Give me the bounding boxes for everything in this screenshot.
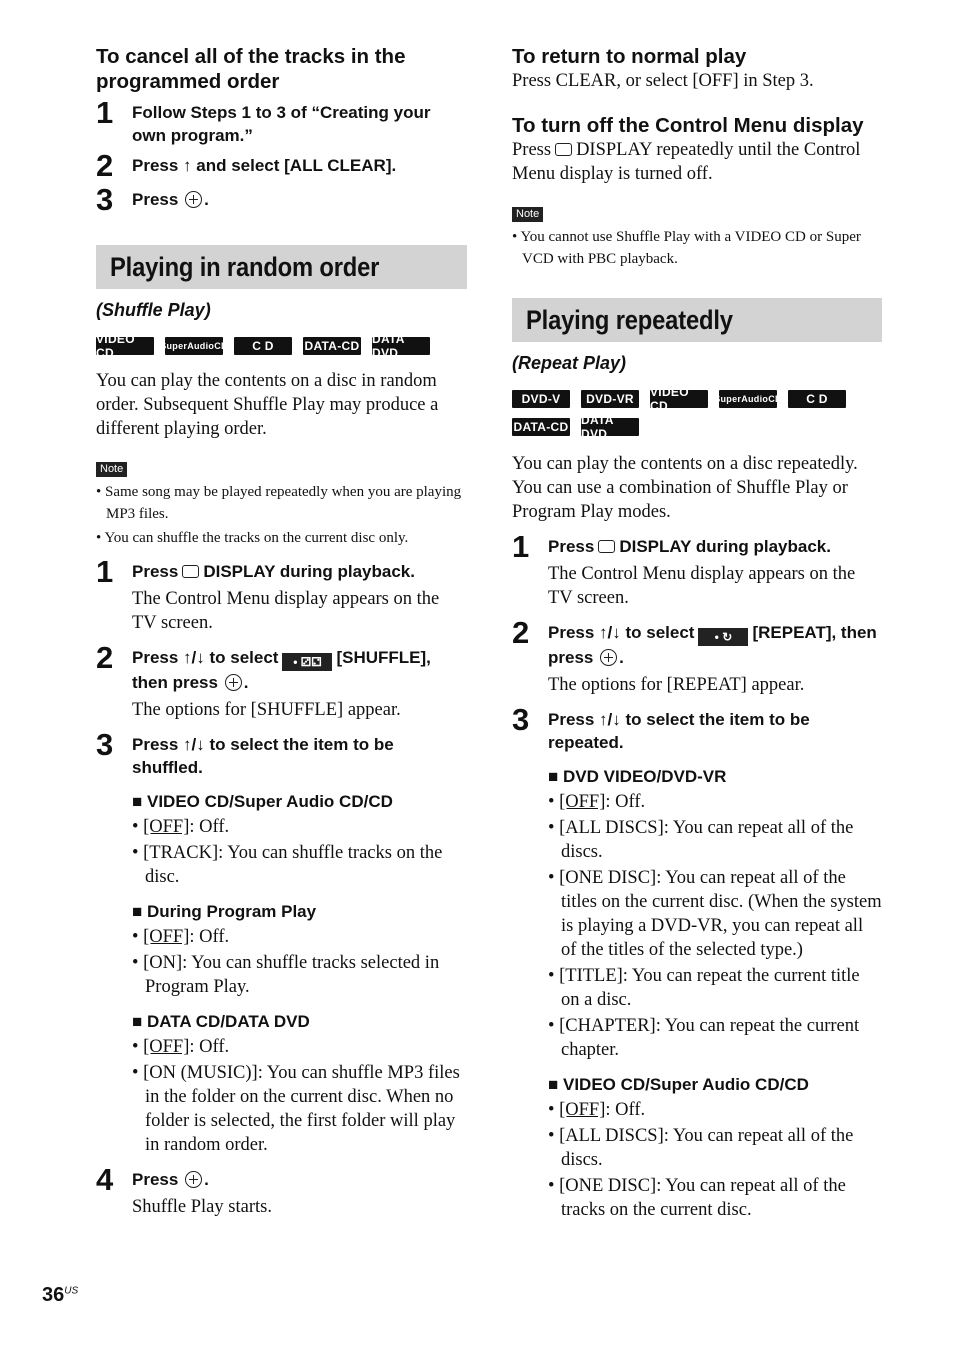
step-number: 2 [512,615,530,650]
shuffle-banner-title: Playing in random order [110,251,380,282]
step-title-part: Press [132,562,179,581]
disc-badge: DATA-CD [304,339,360,353]
normal-play-text: Press CLEAR, or select [OFF] in Step 3. [512,71,814,91]
text-part: Press [512,140,552,160]
step-text: The options for [SHUFFLE] appear. [132,700,401,720]
step-text: The Control Menu display appears on the TV screen. [132,589,440,633]
shuffle-banner [96,245,467,289]
step-title-part: [REPEAT], then press [548,623,877,667]
step-number: 1 [512,529,530,564]
step-number: 1 [96,554,114,589]
note-label: Note [96,462,127,477]
repeat-disc-badges [512,385,882,441]
step-title-part: Press [132,1170,179,1189]
turn-off-heading: To turn off the Control Menu display [512,114,864,137]
step-title-part: DISPLAY during playback. [619,537,831,556]
left-column [96,44,467,1219]
option-item: • [OFF]: Off. [132,1037,230,1057]
shuffle-note [96,459,467,549]
option-item: • [ON]: You can shuffle tracks selected in Program Play. [132,953,440,997]
enter-button-icon [185,191,202,208]
disc-badge: DVD-VR [581,390,639,408]
note-item: • You cannot use Shuffle Play with a VIDEO CD or Super VCD with PBC playback. [512,229,861,267]
step-title [548,532,882,558]
shuffle-intro: You can play the contents on a disc in random order. Subsequent Shuffle Play may produce a different playing order. [96,371,439,439]
disc-badge: DVD-V [512,390,570,408]
option-item: • [TRACK]: You can shuffle tracks on the disc. [132,843,443,887]
step-title: Press . [132,190,209,209]
repeat-banner [512,298,882,342]
page-region-suffix: US [64,1285,79,1297]
step-text: Shuffle Play starts. [132,1197,272,1217]
step-number: 2 [96,640,114,675]
repeat-intro: You can play the contents on a disc repeatedly. You can use a combination of Shuffle Play or Program Play modes. [512,454,858,522]
option-item: • [CHAPTER]: You can repeat the current chapter. [548,1016,860,1060]
repeat-step-3 [512,702,882,1222]
option-desc: : Off. [189,927,230,947]
cancel-step-1 [96,95,467,147]
display-button-icon [555,143,572,156]
page-number-value: 36 [42,1284,65,1306]
option-group-heading: ■ VIDEO CD/Super Audio CD/CD [548,1075,809,1094]
option-group-heading: ■ VIDEO CD/Super Audio CD/CD [132,792,393,811]
shuffle-step-1 [96,554,467,635]
repeat-note [512,204,882,270]
option-default: [OFF] [559,1100,606,1120]
normal-play-heading: To return to normal play [512,45,747,68]
cancel-heading: To cancel all of the tracks in the programmed order [96,45,406,93]
display-button-icon [598,540,615,553]
option-desc: : Off. [605,792,646,812]
option-item: • [ONE DISC]: You can repeat all of the tracks on the current disc. [548,1176,846,1220]
note-label: Note [512,207,543,222]
step-text: The options for [REPEAT] appear. [548,675,805,695]
option-group-heading: ■ During Program Play [132,902,317,921]
option-item: • [OFF]: Off. [548,1100,646,1120]
cancel-step-2 [96,148,467,183]
shuffle-subtitle: (Shuffle Play) [96,300,211,320]
shuffle-menu-icon: • ⚂⚁ [282,653,332,671]
repeat-banner-title: Playing repeatedly [526,304,733,335]
right-column [512,44,882,1222]
text-part: DISPLAY repeatedly until the Control Menu display is turned off. [512,140,861,184]
repeat-step-1 [512,529,882,610]
option-item: • [ALL DISCS]: You can repeat all of the discs. [548,1126,854,1170]
shuffle-step-2 [96,640,467,722]
disc-badge: VIDEO CD [650,390,708,408]
disc-badge: DATA DVD [581,418,639,436]
enter-button-icon [600,649,617,666]
step-title: Press ↑/↓ to select the item to be repeated. [548,710,810,752]
note-item: • Same song may be played repeatedly when you are playing MP3 files. [96,484,462,522]
step-title: Press ↑/↓ to select • ↻ [REPEAT], then press . [548,623,877,667]
step-title-part: Press ↑/↓ to select [132,648,279,667]
turn-off-text [512,138,882,186]
option-desc: : Off. [605,1100,646,1120]
option-item: • [TITLE]: You can repeat the current title on a disc. [548,966,860,1010]
step-title: Press ↑/↓ to select • ⚂⚁ [SHUFFLE], then press . [132,648,431,692]
step-number: 3 [512,702,530,737]
option-default: [OFF] [143,817,190,837]
disc-badge: VIDEO CD [96,337,154,355]
option-group-heading: ■ DATA CD/DATA DVD [132,1012,310,1031]
note-item: • You can shuffle the tracks on the current disc only. [96,530,409,546]
step-number: 3 [96,182,114,217]
repeat-step-2 [512,615,882,697]
option-item: • [OFF]: Off. [548,792,646,812]
step-title: Follow Steps 1 to 3 of “Creating your own program.” [132,103,431,145]
step-number: 4 [96,1162,114,1197]
option-group-heading: ■ DVD VIDEO/DVD-VR [548,767,727,786]
disc-badge: C D [234,337,292,355]
repeat-menu-icon: • ↻ [698,628,748,646]
shuffle-step-4 [96,1162,467,1219]
option-item: • [OFF]: Off. [132,927,230,947]
display-button-icon [182,565,199,578]
option-item: • [OFF]: Off. [132,817,230,837]
enter-button-icon [185,1171,202,1188]
option-item: • [ON (MUSIC)]: You can shuffle MP3 files in the folder on the current disc. When no folder is selected, the first folder will play in random order. [132,1063,460,1155]
step-number: 2 [96,148,114,183]
step-title-part: [SHUFFLE], then press [132,648,431,692]
step-title: Press ↑/↓ to select the item to be shuffled. [132,735,394,777]
repeat-subtitle: (Repeat Play) [512,353,627,373]
step-number: 3 [96,727,114,762]
option-default: [OFF] [559,792,606,812]
option-default: [OFF] [143,927,190,947]
cancel-step-3 [96,182,467,217]
disc-badge: SuperAudioCD [719,390,777,408]
option-default: [OFF] [143,1037,190,1057]
disc-badge: C D [788,390,846,408]
enter-button-icon [225,674,242,691]
step-title: Press ↑ and select [ALL CLEAR]. [132,156,397,175]
step-text: Press [132,190,179,209]
disc-badge: SuperAudioCD [165,337,223,355]
step-title-part: DISPLAY during playback. [203,562,415,581]
step-number: 1 [96,95,114,130]
page-number [42,1284,78,1307]
option-item: • [ONE DISC]: You can repeat all of the titles on the current disc. (When the system is playing a DVD-VR, you can repeat all of the titles of the selected type.) [548,868,882,960]
option-desc: : Off. [189,1037,230,1057]
step-title: Press . [132,1170,209,1189]
shuffle-disc-badges [96,332,467,360]
step-title-part: Press [548,537,595,556]
option-item: • [ALL DISCS]: You can repeat all of the discs. [548,818,854,862]
option-desc: : Off. [189,817,230,837]
shuffle-step-3 [96,727,467,1157]
step-title [132,557,467,583]
disc-badge: DATA-CD [513,420,569,434]
step-title-part: Press ↑/↓ to select [548,623,695,642]
disc-badge: DATA DVD [372,337,430,355]
step-text: The Control Menu display appears on the TV screen. [548,564,856,608]
